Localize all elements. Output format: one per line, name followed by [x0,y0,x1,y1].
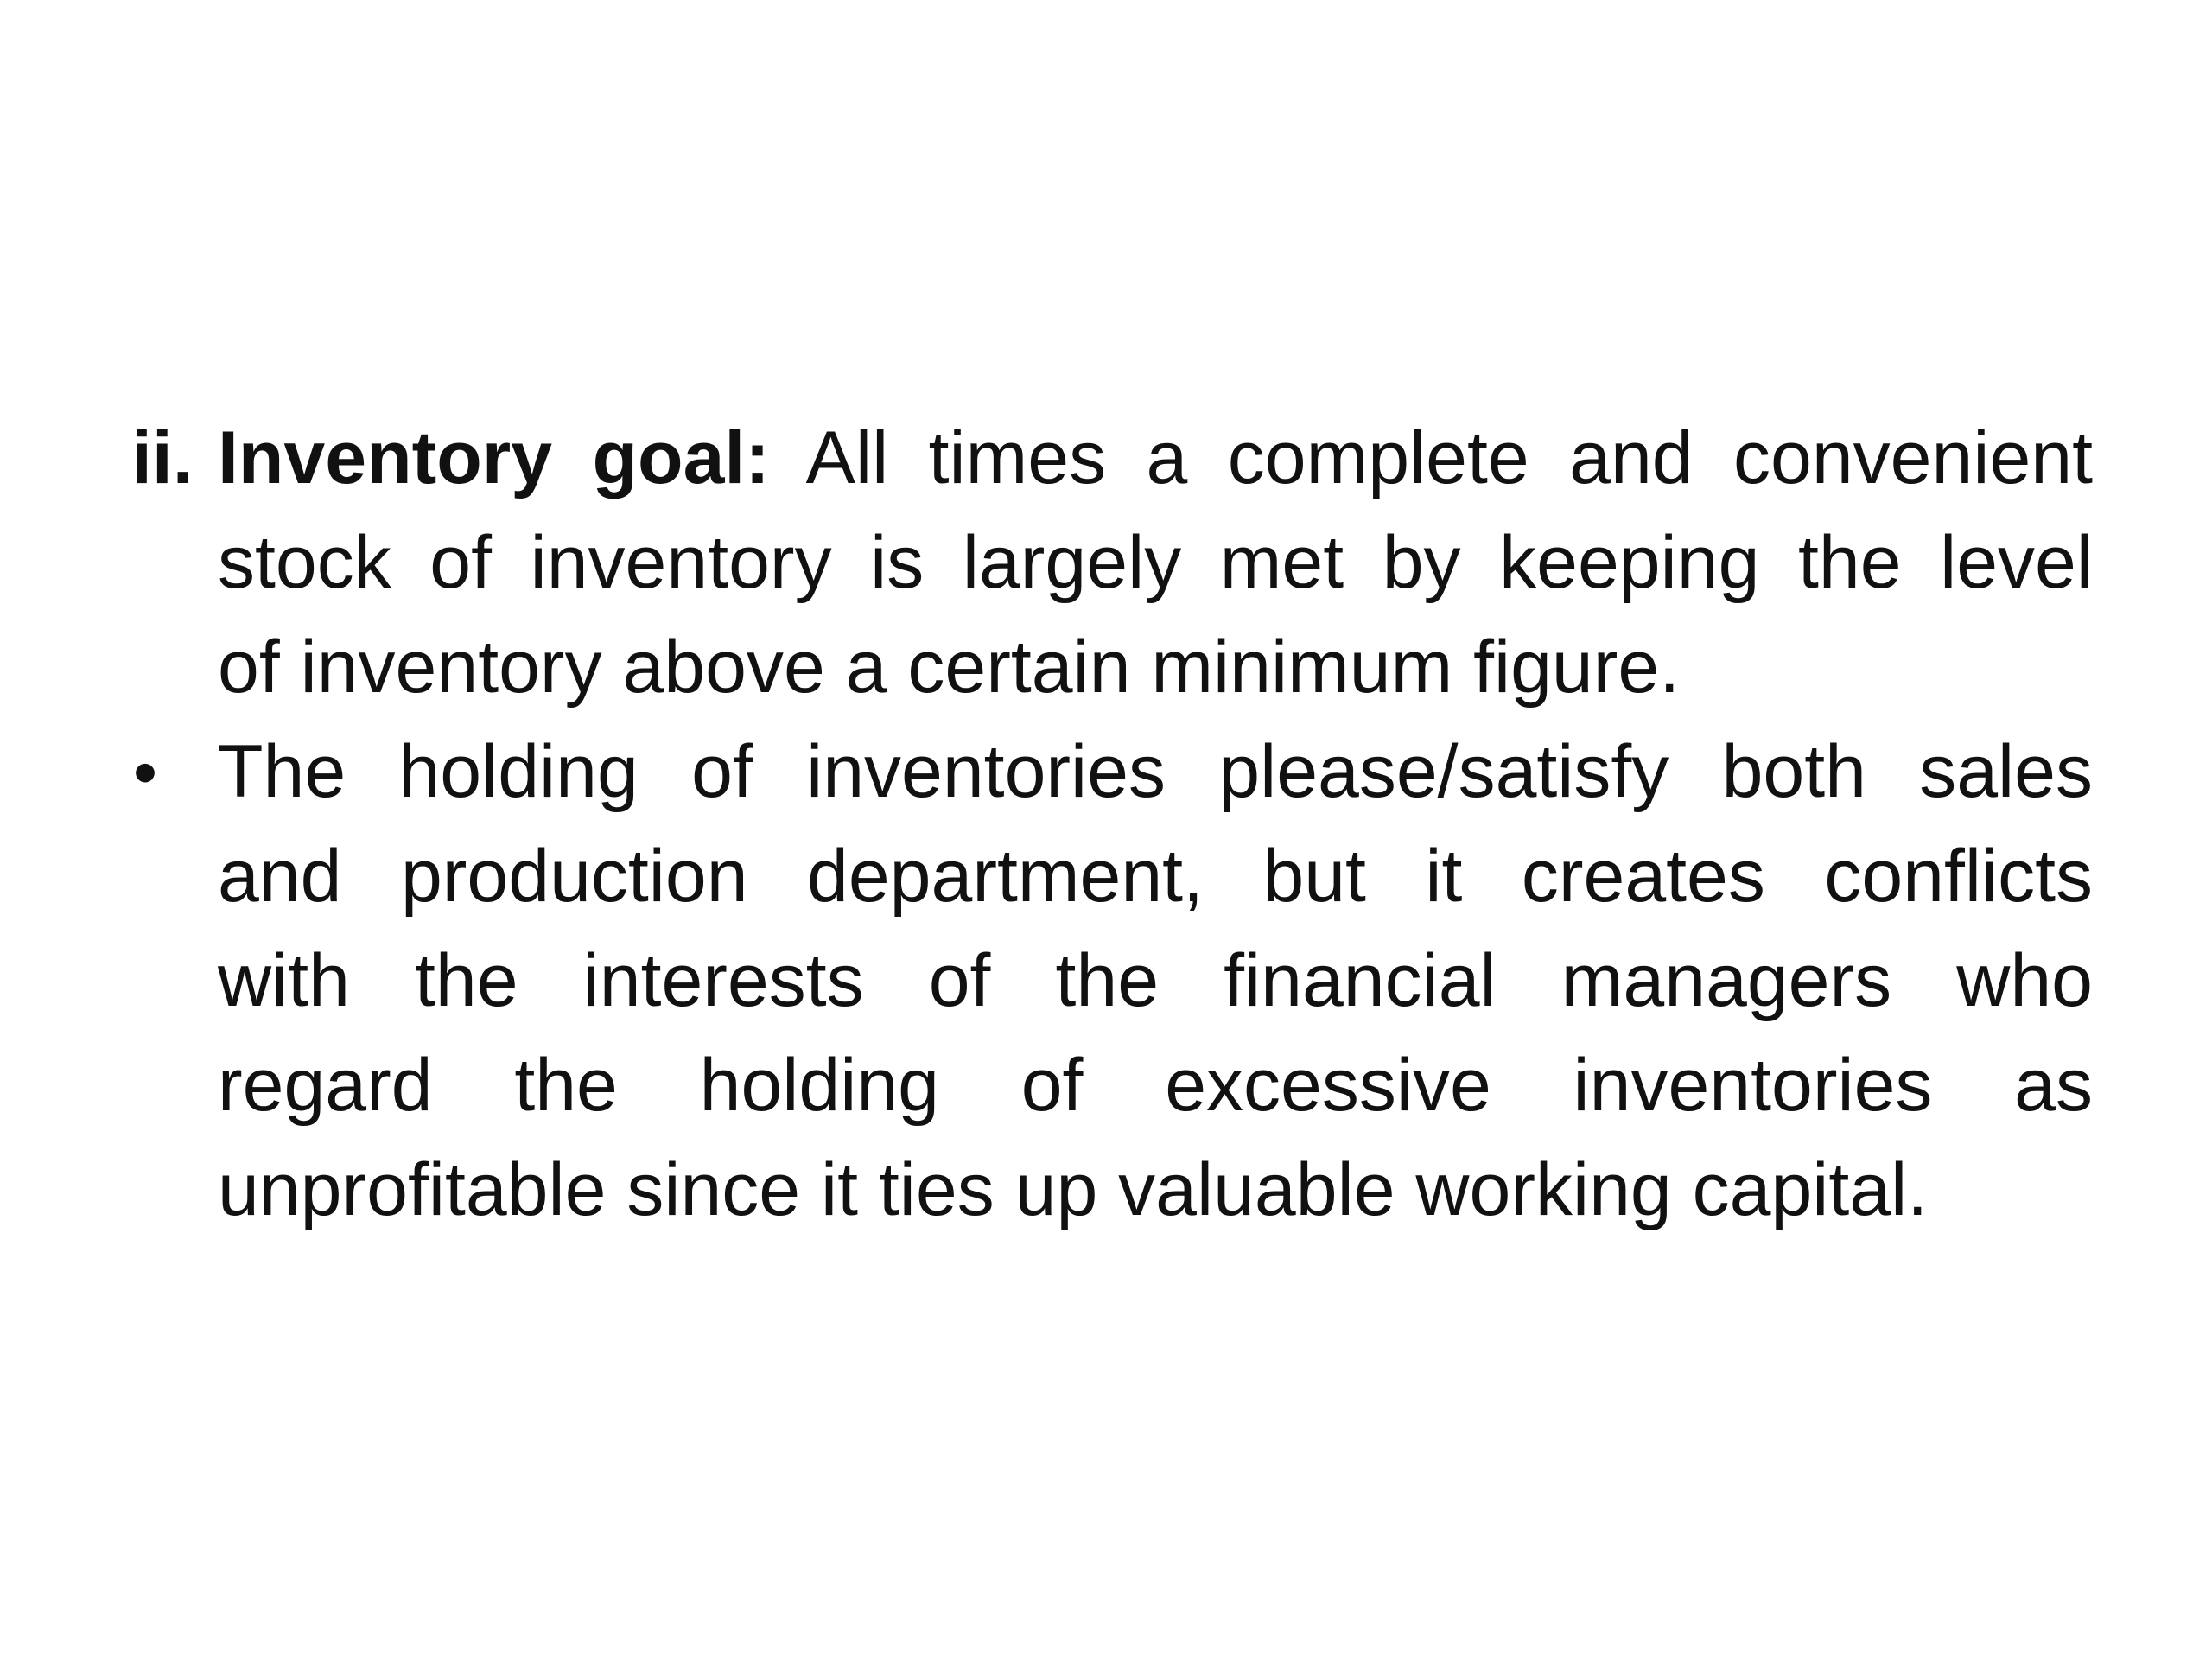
list-item-inventory-goal [131,406,2093,720]
text-line [218,406,2093,511]
text-line: regard the holding of excessive inventories as [218,1044,2093,1127]
text-line: stock of inventory is largely met by keeping the level [218,521,2093,604]
text-line: of inventory above a certain minimum figure. [218,626,1681,709]
list-marker-numeral: ii. [131,416,194,499]
item-heading: Inventory goal: [218,416,770,499]
slide-body [131,406,2093,1243]
text-line: with the interests of the financial managers who [218,939,2093,1022]
text-line-content: All times a complete and convenient [805,416,2094,499]
text-line: unprofitable since it ties up valuable working capital. [218,1148,1929,1231]
text-line: The holding of inventories please/satisfy both sales [218,730,2093,813]
text-line: and production department, but it creates conflicts [218,835,2093,918]
list-item-bullet [131,720,2093,1243]
bullet-icon: • [133,734,158,810]
